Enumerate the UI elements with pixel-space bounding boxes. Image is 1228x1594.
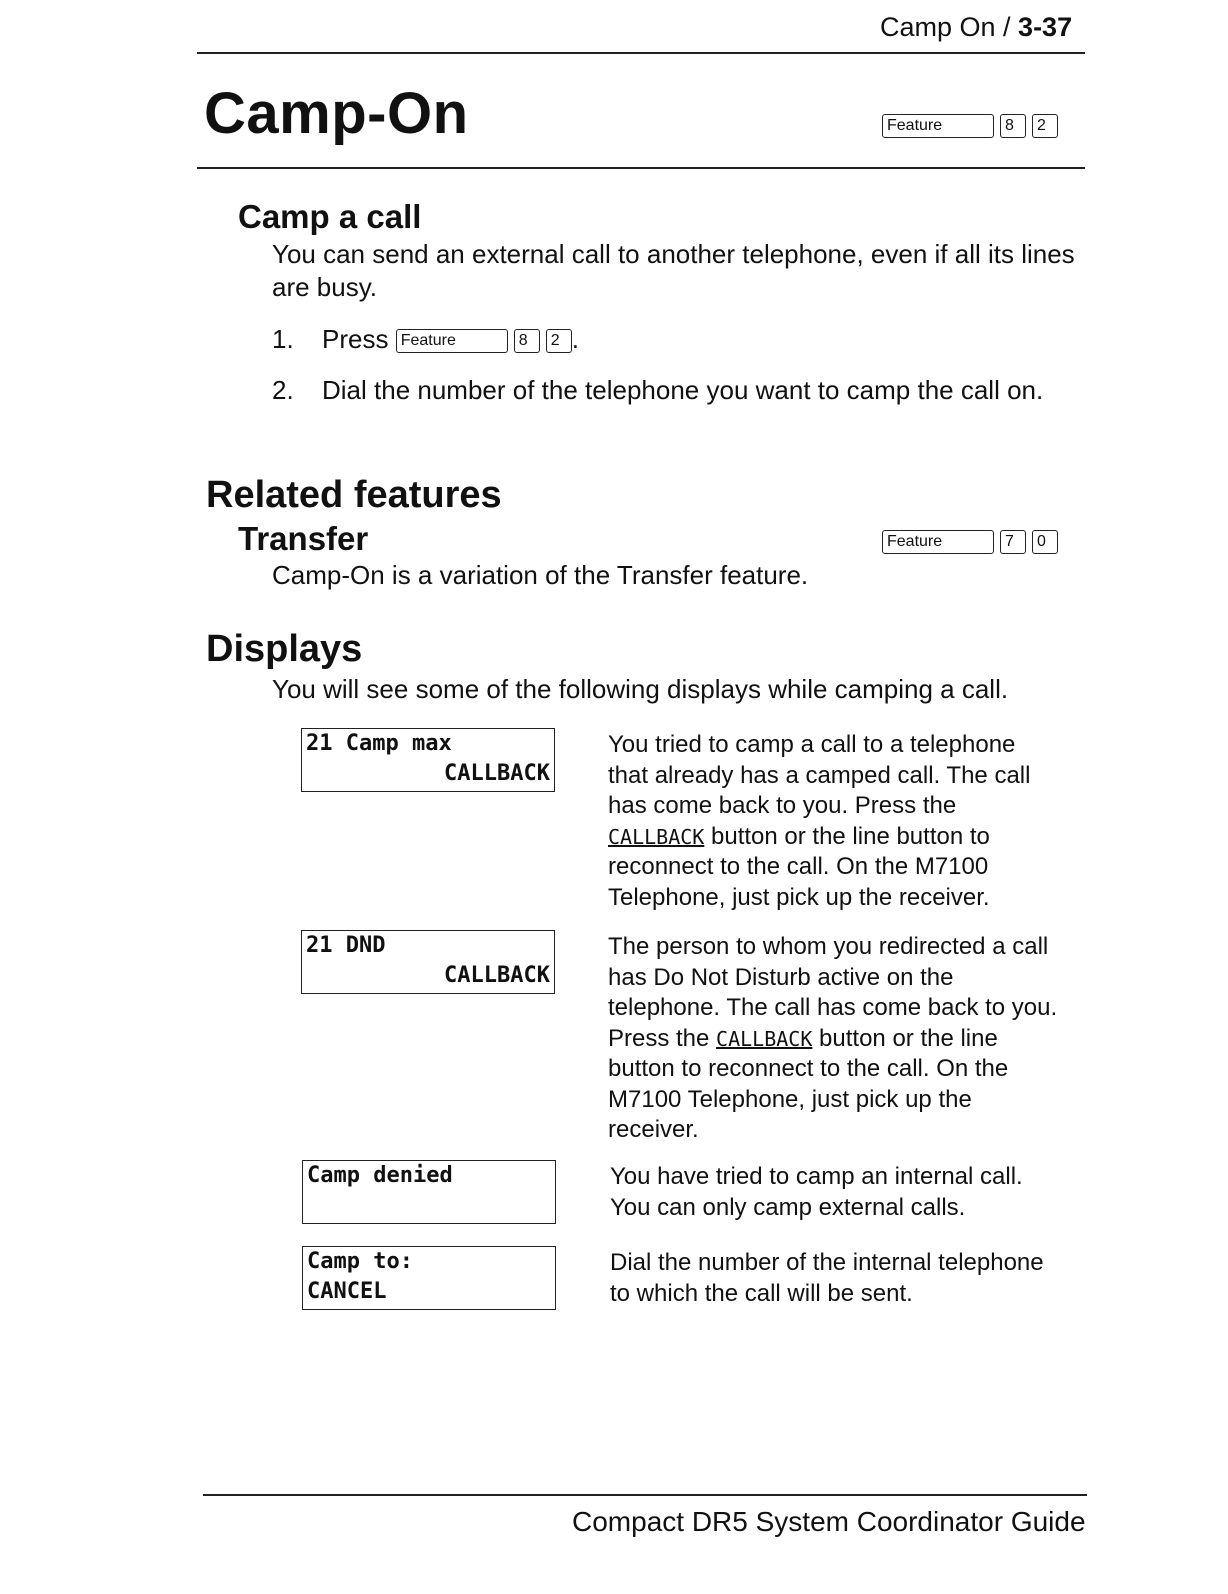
desc-text: button or the line button to reconnect to the call. On the M7100 Telephone, just pick up the receiver. <box>608 822 990 911</box>
step-number: 2. <box>272 375 294 405</box>
subheading-transfer: Transfer <box>238 520 369 557</box>
lcd-line1: Camp to: <box>307 1249 413 1274</box>
display-description <box>608 932 1058 1146</box>
lcd-line2: CALLBACK <box>444 761 550 786</box>
lcd-display <box>302 1160 556 1224</box>
key-0: 0 <box>1032 530 1058 554</box>
lcd-line2: CALLBACK <box>444 963 550 988</box>
transfer-key-sequence <box>882 530 1064 554</box>
header-section: Camp On / <box>880 12 1019 42</box>
feature-key: Feature <box>882 530 994 554</box>
desc-text: The person to whom you redirected a call has Do Not Disturb active on the telephone. The call has come back to you. Press the <box>608 933 1058 1052</box>
section-heading-displays: Displays <box>206 628 363 670</box>
header-rule <box>197 52 1085 54</box>
step-1 <box>322 323 579 356</box>
transfer-text: Camp-On is a variation of the Transfer feature. <box>272 560 809 590</box>
display-description <box>608 730 1058 913</box>
displays-intro: You will see some of the following displays while camping a call. <box>272 674 1009 704</box>
lcd-display <box>301 930 555 994</box>
lcd-line1: Camp denied <box>307 1163 453 1188</box>
footer-rule <box>203 1494 1087 1496</box>
title-key-sequence <box>882 114 1064 138</box>
callback-button-label: CALLBACK <box>608 824 705 849</box>
step-text: Press <box>322 324 389 354</box>
step-number: 1. <box>272 324 294 354</box>
key-2: 2 <box>1032 114 1058 138</box>
lcd-line2: CANCEL <box>307 1279 387 1304</box>
page-title: Camp-On <box>204 81 469 146</box>
camp-intro: You can send an external call to another telephone, even if all its lines are busy. <box>272 239 1075 302</box>
desc-text: You tried to camp a call to a telephone that already has a camped call. The call has come back to you. Press the <box>608 731 1031 819</box>
callback-button-label: CALLBACK <box>716 1026 813 1051</box>
desc-text: button or the line button to reconnect to the call. On the M7100 Telephone, just pick up the receiver. <box>608 1024 1009 1143</box>
footer-title: Compact DR5 System Coordinator Guide <box>572 1506 1086 1537</box>
key-7: 7 <box>1000 530 1026 554</box>
display-description: You have tried to camp an internal call. You can only camp external calls. <box>610 1163 1023 1221</box>
running-header <box>880 12 1072 43</box>
page-number: 3-37 <box>1018 12 1073 42</box>
section-heading-related: Related features <box>206 474 502 516</box>
lcd-line1: 21 DND <box>306 933 386 958</box>
section-heading-camp-a-call: Camp a call <box>238 198 422 235</box>
title-rule <box>197 167 1085 169</box>
key-2: 2 <box>546 329 572 353</box>
lcd-display <box>302 1246 556 1310</box>
key-8: 8 <box>514 329 540 353</box>
key-8: 8 <box>1000 114 1026 138</box>
lcd-display <box>301 728 555 792</box>
step-2: Dial the number of the telephone you want to camp the call on. <box>322 375 1044 405</box>
feature-key: Feature <box>396 329 508 353</box>
display-description: Dial the number of the internal telephone to which the call will be sent. <box>610 1249 1044 1307</box>
step-end: . <box>571 324 579 354</box>
lcd-line1: 21 Camp max <box>306 731 452 756</box>
feature-key: Feature <box>882 114 994 138</box>
